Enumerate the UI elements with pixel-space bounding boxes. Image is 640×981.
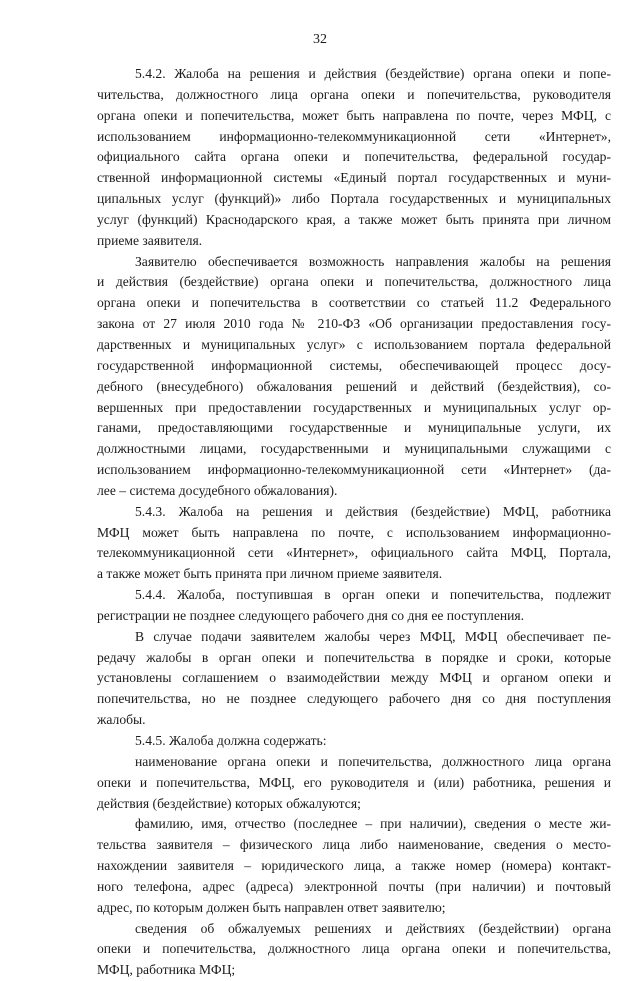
- text-line: 5.4.2. Жалоба на решения и действия (бездействие) органа опеки и попе-: [135, 66, 611, 81]
- text-line: тельства заявителя – физического лица либо наименование, сведения о место-: [97, 837, 611, 853]
- text-line: чительства, должностного лица органа опеки и попечительства, руководителя: [97, 86, 611, 102]
- text-line: органа опеки и попечительства, может быть направлена по почте, через МФЦ, с: [97, 107, 611, 123]
- text-line: установлены соглашением о взаимодействии между МФЦ и органом опеки и: [97, 670, 611, 686]
- text-line: ного телефона, адрес (адреса) электронной почты (при наличии) и почтовый: [97, 878, 611, 894]
- text-line: В случае подачи заявителем жалобы через МФЦ, МФЦ обеспечивает пе-: [135, 628, 611, 644]
- text-line: МФЦ может быть направлена по почте, с использованием информационно-: [97, 524, 611, 540]
- text-line: ципальных услуг (функций)» либо Портала государственных и муниципальных: [97, 191, 611, 207]
- paragraph: [97, 627, 611, 731]
- text-line: и действия (бездействие) органа опеки и попечительства, должностного лица: [97, 274, 611, 290]
- text-line: МФЦ, работника МФЦ;: [97, 962, 236, 978]
- text-line: официального сайта органа опеки и попечительства, федеральной государ-: [97, 149, 611, 165]
- text-line: использованием информационно-телекоммуникационной сети «Интернет»,: [97, 128, 611, 144]
- text-line: 5.4.3. Жалоба на решения и действия (бездействие) МФЦ, работника: [135, 503, 611, 519]
- text-line: фамилию, имя, отчество (последнее – при наличии), сведения о месте жи-: [135, 816, 611, 832]
- text-line: 5.4.5. Жалоба должна содержать:: [135, 733, 327, 748]
- paragraph: [97, 731, 611, 752]
- paragraph: [97, 502, 611, 585]
- text-line: Заявителю обеспечивается возможность направления жалобы на решения: [135, 253, 611, 269]
- text-line: попечительства, но не позднее следующего рабочего дня со дня поступления: [97, 691, 611, 707]
- text-line: услуг (функций) Краснодарского края, а также может быть принята при личном: [97, 211, 611, 227]
- text-line: опеки и попечительства, МФЦ, его руководителя и (или) работника, решения и: [97, 774, 611, 790]
- text-line: органа опеки и попечительства в соответствии со статьей 11.2 Федерального: [97, 295, 611, 311]
- page-number: 32: [313, 32, 327, 47]
- text-line: вершенных при предоставлении государственных и муниципальных услуг ор-: [97, 399, 611, 415]
- text-line: дебного (внесудебного) обжалования решений и действий (бездействия), со-: [97, 378, 611, 394]
- text-line: использованием информационно-телекоммуникационной сети «Интернет» (да-: [97, 462, 611, 478]
- paragraph: [97, 814, 611, 918]
- text-line: приеме заявителя.: [97, 232, 203, 248]
- text-line: опеки и попечительства, должностного лица органа опеки и попечительства,: [97, 941, 611, 957]
- text-line: должностными лицами, государственными и муниципальными служащими с: [97, 441, 611, 457]
- text-line: нахождении заявителя – юридического лица, а также номер (номера) контакт-: [97, 858, 611, 874]
- text-line: адрес, по которым должен быть направлен ответ заявителю;: [97, 899, 446, 915]
- text-line: сведения об обжалуемых решениях и действиях (бездействии) органа: [135, 920, 611, 936]
- text-line: а также может быть принята при личном приеме заявителя.: [97, 566, 443, 582]
- text-line: государственной информационной системы, обеспечивающей процесс досу-: [97, 357, 611, 373]
- paragraph: [97, 252, 611, 502]
- document-body: [97, 64, 611, 981]
- text-line: закона от 27 июля 2010 года № 210-ФЗ «Об организации предоставления госу-: [97, 316, 611, 332]
- text-line: дарственных и муниципальных услуг» с использованием портала федеральной: [97, 336, 611, 352]
- paragraph: [97, 585, 611, 627]
- text-line: ганами, предоставляющими государственные и муниципальные услуги, их: [97, 420, 611, 436]
- text-line: редачу жалобы в орган опеки и попечительства в порядке и сроки, которые: [97, 649, 611, 665]
- text-line: ственной информационной системы «Единый портал государственных и муни-: [97, 170, 611, 186]
- paragraph: [97, 64, 611, 252]
- text-line: наименование органа опеки и попечительства, должностного лица органа: [135, 753, 611, 769]
- paragraph: [97, 752, 611, 815]
- text-line: лее – система досудебного обжалования).: [97, 482, 338, 498]
- text-line: регистрации не позднее следующего рабочего дня со дня ее поступления.: [97, 607, 525, 623]
- text-line: действия (бездействие) которых обжалуются;: [97, 795, 361, 811]
- text-line: жалобы.: [97, 712, 146, 728]
- paragraph: [97, 919, 611, 981]
- text-line: 5.4.4. Жалоба, поступившая в орган опеки и попечительства, подлежит: [135, 587, 611, 603]
- text-line: телекоммуникационной сети «Интернет», официального сайта МФЦ, Портала,: [97, 545, 611, 561]
